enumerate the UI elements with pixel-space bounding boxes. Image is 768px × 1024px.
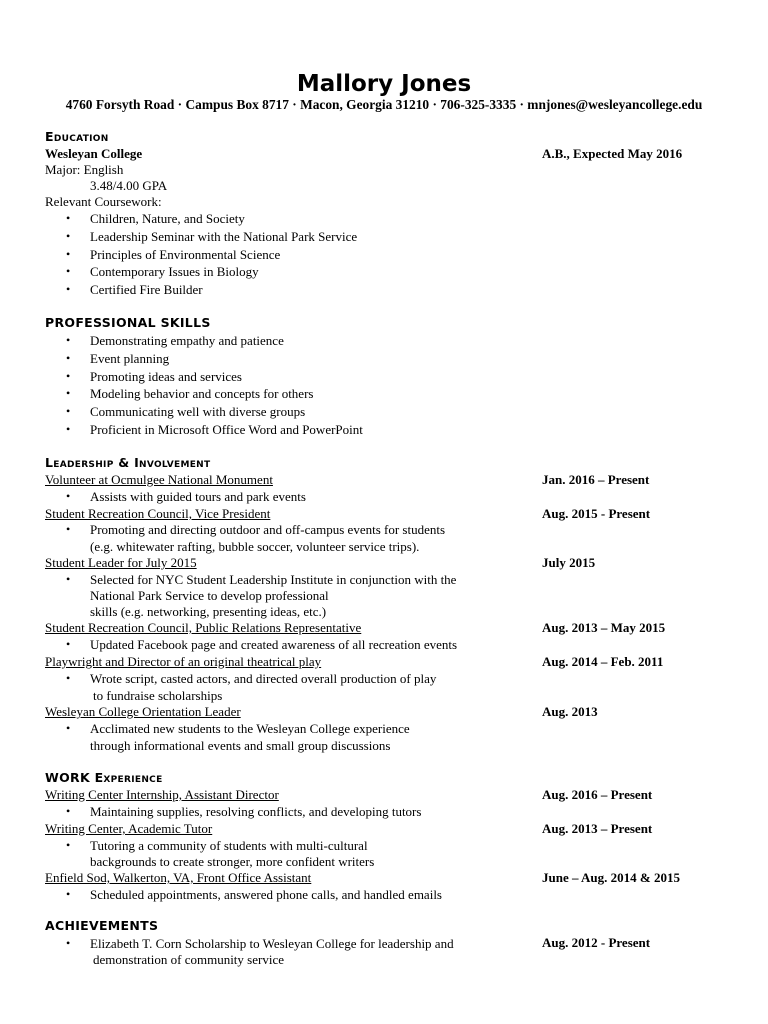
entry-date: June – Aug. 2014 & 2015	[542, 870, 680, 885]
gpa: 3.48/4.00 GPA	[90, 178, 168, 193]
entry-date: Aug. 2013 – May 2015	[542, 620, 666, 635]
coursework-label: Relevant Coursework:	[45, 194, 162, 209]
entry-bullet: • Acclimated new students to the Wesleyan College experience	[90, 720, 410, 738]
entry-bullet-continuation: National Park Service to develop professional	[90, 588, 329, 603]
entry-date: Aug. 2013 – Present	[542, 821, 653, 836]
entry-bullet: • Maintaining supplies, resolving conflicts, and developing tutors	[90, 803, 421, 821]
entry-title: Playwright and Director of an original theatrical play	[45, 654, 322, 669]
entry-title: Student Recreation Council, Vice President	[45, 506, 271, 521]
entry-title: Enfield Sod, Walkerton, VA, Front Office Assistant	[45, 870, 312, 885]
entry-bullet-continuation: to fundraise scholarships	[93, 688, 223, 703]
skill-item: • Event planning	[90, 350, 169, 368]
entry-date: Aug. 2012 - Present	[542, 935, 651, 950]
entry-bullet-continuation: skills (e.g. networking, presenting ideas, etc.)	[90, 604, 327, 619]
entry-date: July 2015	[542, 555, 596, 570]
entry-date: Aug. 2016 – Present	[542, 787, 653, 802]
coursework-item: • Contemporary Issues in Biology	[90, 263, 259, 281]
work-heading: WORK Experience	[45, 770, 163, 785]
education-heading: Education	[45, 129, 109, 144]
entry-bullet-continuation: through informational events and small group discussions	[90, 738, 391, 753]
skill-item: • Modeling behavior and concepts for others	[90, 385, 313, 403]
skill-item: • Demonstrating empathy and patience	[90, 332, 284, 350]
entry-bullet: • Assists with guided tours and park events	[90, 488, 306, 506]
entry-date: Jan. 2016 – Present	[542, 472, 650, 487]
entry-date: Aug. 2014 – Feb. 2011	[542, 654, 664, 669]
entry-bullet: • Scheduled appointments, answered phone calls, and handled emails	[90, 886, 442, 904]
skills-heading: PROFESSIONAL SKILLS	[45, 315, 211, 330]
entry-bullet: • Promoting and directing outdoor and off-campus events for students	[90, 521, 445, 539]
achievements-heading: ACHIEVEMENTS	[45, 918, 159, 933]
skill-item: • Communicating well with diverse groups	[90, 403, 305, 421]
coursework-item: • Principles of Environmental Science	[90, 246, 280, 264]
contact-line: 4760 Forsyth Road · Campus Box 8717 · Macon, Georgia 31210 · 706-325-3335 · mnjones@wesleyancollege.edu	[65, 97, 703, 112]
entry-title: Writing Center, Academic Tutor	[45, 821, 213, 836]
entry-title: Writing Center Internship, Assistant Director	[45, 787, 279, 802]
skill-item: • Promoting ideas and services	[90, 368, 242, 386]
skill-item: • Proficient in Microsoft Office Word and PowerPoint	[90, 421, 363, 439]
entry-title: Student Recreation Council, Public Relations Representative	[45, 620, 362, 635]
coursework-item: • Leadership Seminar with the National Park Service	[90, 228, 357, 246]
coursework-item: • Certified Fire Builder	[90, 281, 203, 299]
leadership-heading: Leadership & Involvement	[45, 455, 211, 470]
school-name: Wesleyan College	[45, 146, 143, 161]
entry-title: Student Leader for July 2015	[45, 555, 197, 570]
entry-date: Aug. 2015 - Present	[542, 506, 651, 521]
entry-bullet: • Tutoring a community of students with multi-cultural	[90, 837, 368, 855]
major: Major: English	[45, 162, 124, 177]
entry-bullet: • Updated Facebook page and created awareness of all recreation events	[90, 636, 457, 654]
entry-title: Wesleyan College Orientation Leader	[45, 704, 241, 719]
entry-date: Aug. 2013	[542, 704, 598, 719]
entry-bullet-continuation: demonstration of community service	[93, 952, 284, 967]
coursework-item: • Children, Nature, and Society	[90, 210, 245, 228]
entry-bullet: • Elizabeth T. Corn Scholarship to Wesleyan College for leadership and	[90, 935, 454, 953]
degree: A.B., Expected May 2016	[542, 146, 683, 161]
entry-bullet: • Wrote script, casted actors, and directed overall production of play	[90, 670, 436, 688]
resume-name: Mallory Jones	[296, 71, 472, 97]
entry-bullet: • Selected for NYC Student Leadership Institute in conjunction with the	[90, 571, 456, 589]
entry-bullet-continuation: backgrounds to create stronger, more confident writers	[90, 854, 375, 869]
entry-title: Volunteer at Ocmulgee National Monument	[45, 472, 273, 487]
entry-bullet-continuation: (e.g. whitewater rafting, bubble soccer, volunteer service trips).	[90, 539, 420, 554]
